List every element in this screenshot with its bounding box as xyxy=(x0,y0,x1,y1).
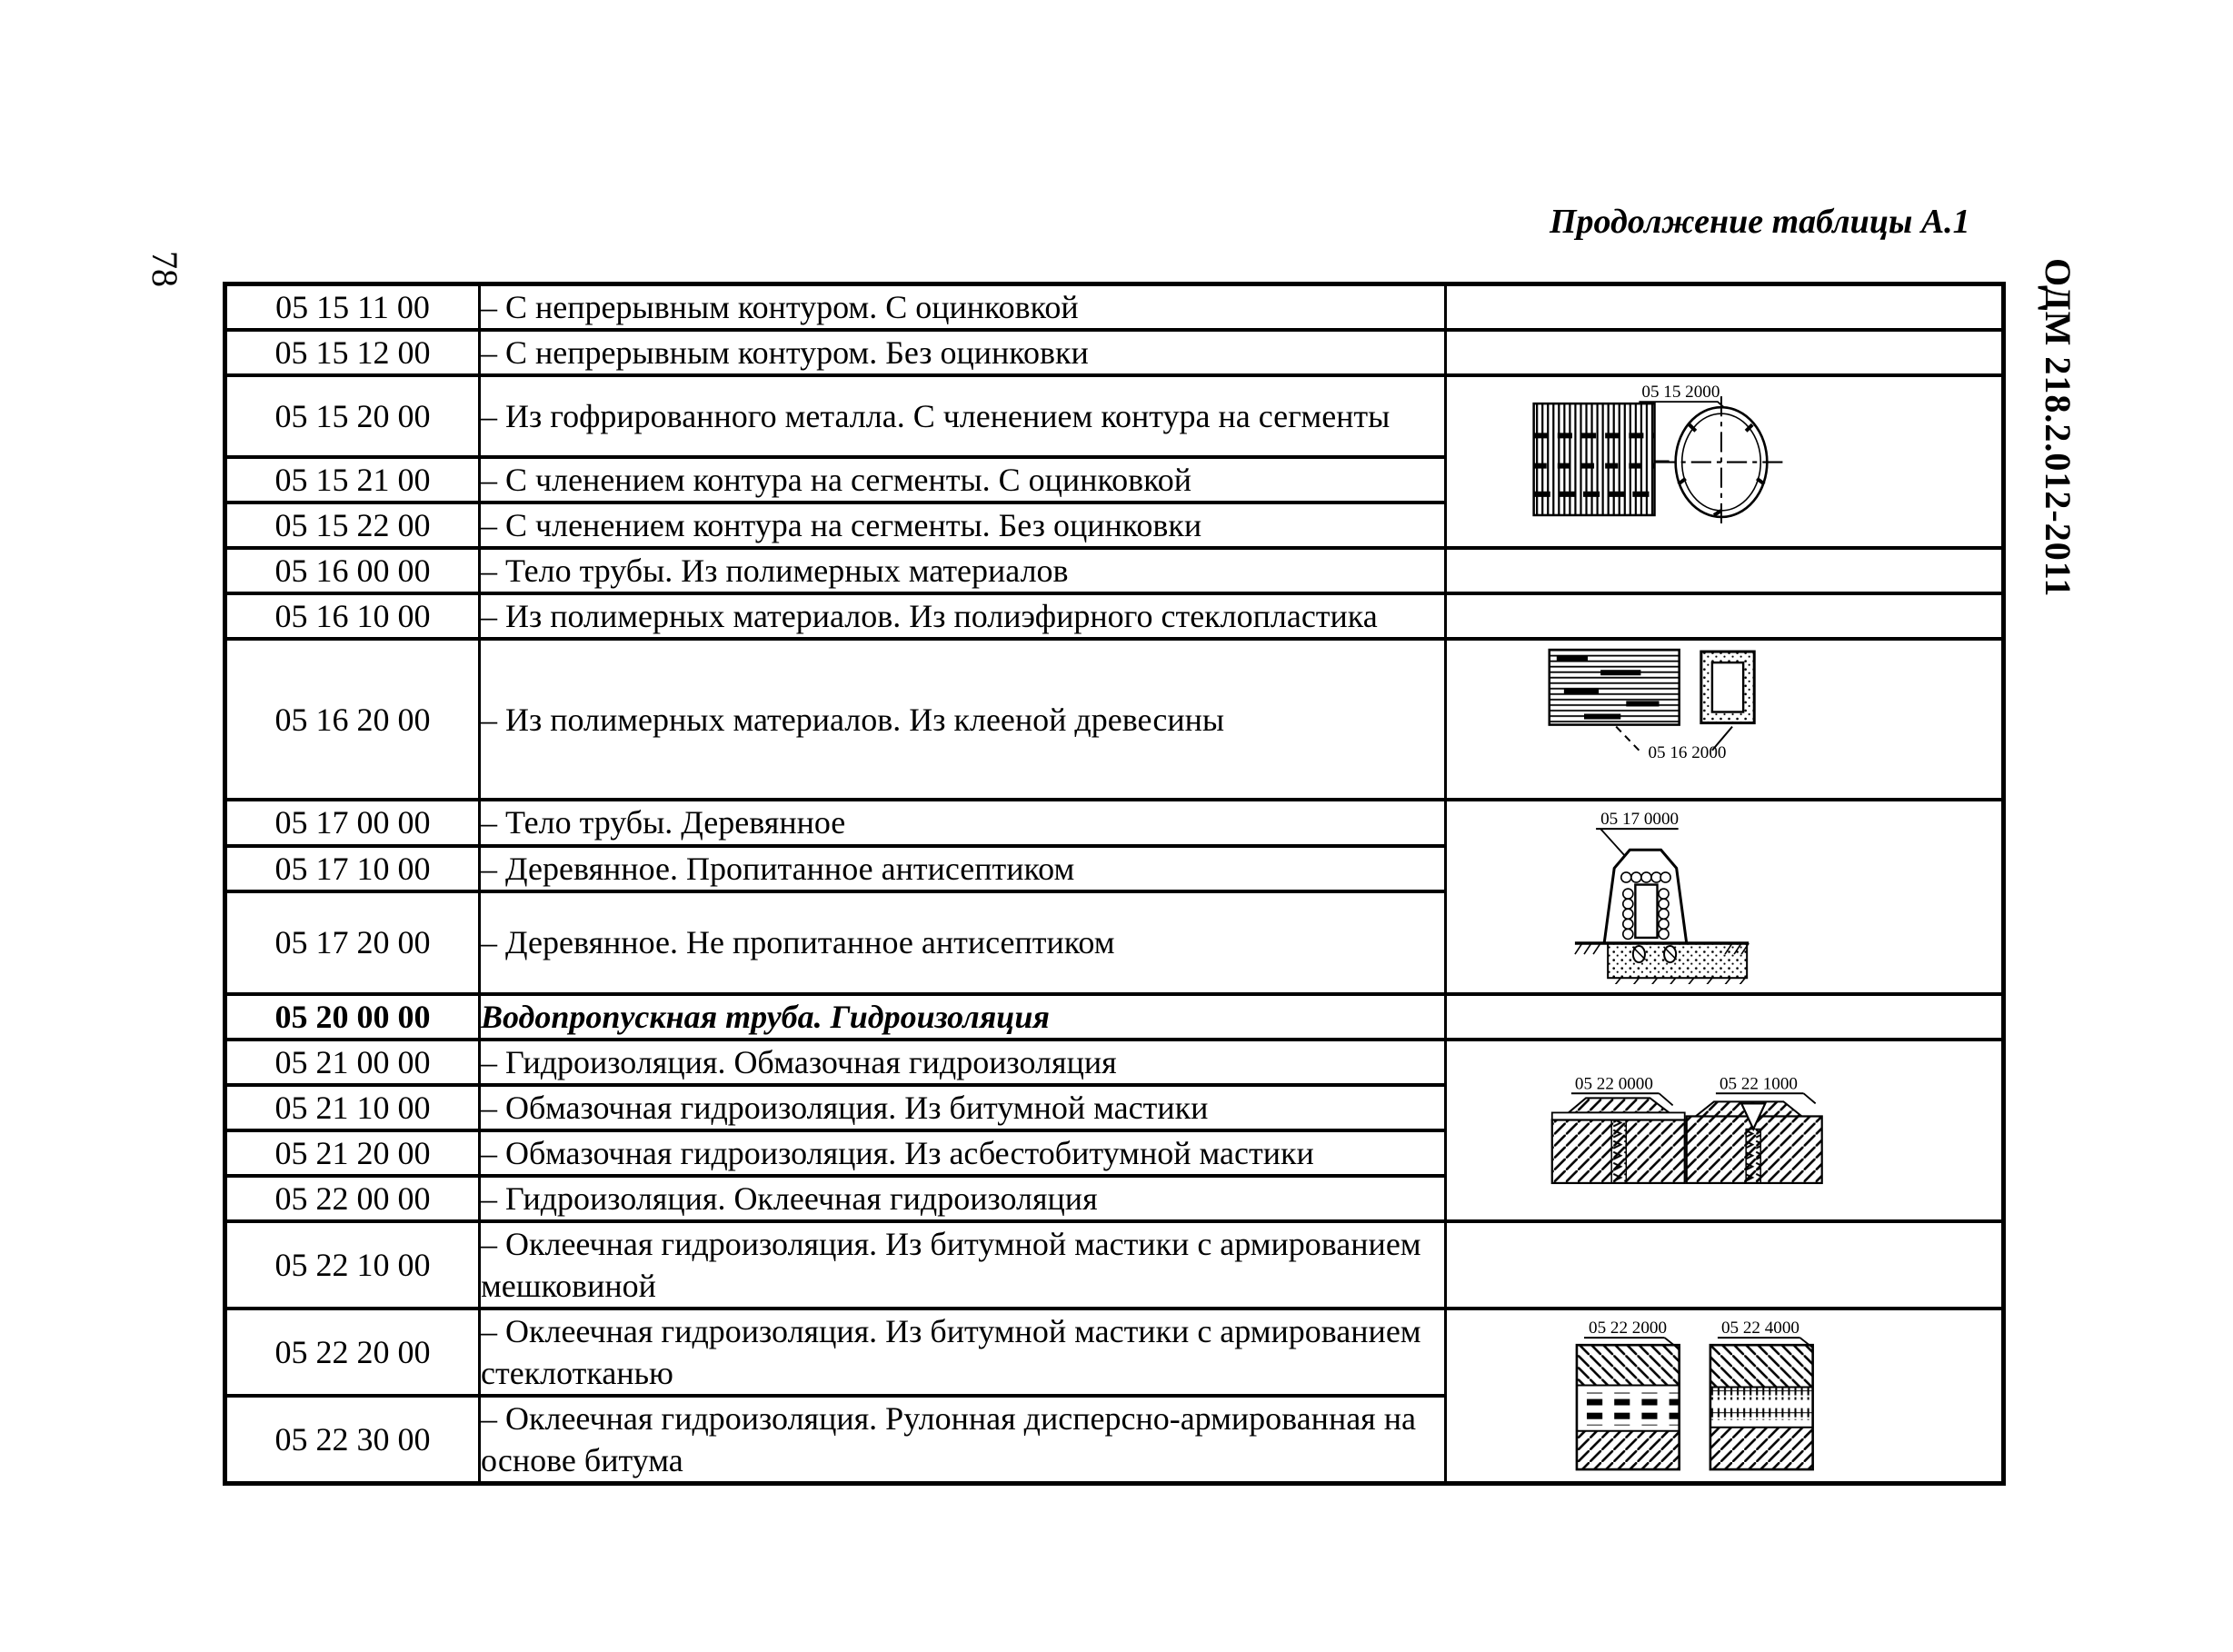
code-cell: 05 15 20 00 xyxy=(225,375,480,457)
figure-label: 05 22 4000 xyxy=(1720,1319,1799,1339)
code-cell: 05 15 12 00 xyxy=(225,330,480,375)
description-cell: – Оклеечная гидроизоляция. Из битумной мастики с армированием стеклотканью xyxy=(480,1309,1446,1396)
description-cell: – Обмазочная гидроизоляция. Из битумной мастики xyxy=(480,1085,1446,1130)
description-cell: – Гидроизоляция. Обмазочная гидроизоляция xyxy=(480,1040,1446,1085)
figure-label: 05 22 1000 xyxy=(1719,1074,1798,1094)
code-cell: 05 16 00 00 xyxy=(225,548,480,593)
description-cell: – Гидроизоляция. Оклеечная гидроизоляция xyxy=(480,1176,1446,1221)
table-row xyxy=(225,548,2004,593)
page-number: 78 xyxy=(145,251,185,287)
code-cell: 05 22 30 00 xyxy=(225,1396,480,1484)
code-cell: 05 20 00 00 xyxy=(225,994,480,1040)
figure-label: 05 22 0000 xyxy=(1574,1074,1653,1094)
description-cell: – Тело трубы. Деревянное xyxy=(480,800,1446,845)
description-cell: – Деревянное. Не пропитанное антисептиком xyxy=(480,891,1446,994)
table-row xyxy=(225,375,2004,457)
figure-cell xyxy=(1446,639,2004,800)
figure-cell xyxy=(1446,800,2004,993)
description-cell: – Из гофрированного металла. С членением контура на сегменты xyxy=(480,375,1446,457)
table-continuation-caption: Продолжение таблицы А.1 xyxy=(1550,203,1970,241)
description-cell: – Оклеечная гидроизоляция. Из битумной мастики с армированием мешковиной xyxy=(480,1221,1446,1309)
empty-figure-cell xyxy=(1446,284,2004,331)
table-row xyxy=(225,1309,2004,1396)
code-cell: 05 15 11 00 xyxy=(225,284,480,331)
code-cell: 05 17 10 00 xyxy=(225,846,480,891)
description-cell: – Тело трубы. Из полимерных материалов xyxy=(480,548,1446,593)
description-cell: – С членением контура на сегменты. Без оцинковки xyxy=(480,503,1446,548)
description-cell: – С непрерывным контуром. С оцинковкой xyxy=(480,284,1446,331)
description-cell: – Оклеечная гидроизоляция. Рулонная дисперсно-армированная на основе битума xyxy=(480,1396,1446,1484)
code-cell: 05 22 10 00 xyxy=(225,1221,480,1309)
code-cell: 05 21 00 00 xyxy=(225,1040,480,1085)
glued-wood-figure xyxy=(1447,642,2001,797)
code-cell: 05 21 10 00 xyxy=(225,1085,480,1130)
code-cell: 05 16 20 00 xyxy=(225,639,480,800)
description-cell: – Деревянное. Пропитанное антисептиком xyxy=(480,846,1446,891)
description-cell: – С непрерывным контуром. Без оцинковки xyxy=(480,330,1446,375)
description-cell: – Обмазочная гидроизоляция. Из асбестобитумной мастики xyxy=(480,1130,1446,1176)
classification-table xyxy=(223,282,2006,1486)
table-row xyxy=(225,994,2004,1040)
coating-waterproofing-figure xyxy=(1447,1051,2001,1209)
figure-label: 05 15 2000 xyxy=(1641,383,1720,403)
table-row xyxy=(225,639,2004,800)
description-cell: – С членением контура на сегменты. С оцинковкой xyxy=(480,457,1446,503)
wood-culvert-figure xyxy=(1447,810,2001,983)
code-cell: 05 17 00 00 xyxy=(225,800,480,845)
document-code-side-label: ОДМ 218.2.012-2011 xyxy=(2038,258,2078,598)
description-cell: Водопропускная труба. Гидроизоляция xyxy=(480,994,1446,1040)
figure-label: 05 22 2000 xyxy=(1589,1319,1668,1339)
corrugated-pipe-figure xyxy=(1447,383,2001,540)
figure-cell xyxy=(1446,1040,2004,1221)
pasting-waterproofing-figure xyxy=(1447,1319,2001,1472)
code-cell: 05 22 20 00 xyxy=(225,1309,480,1396)
code-cell: 05 22 00 00 xyxy=(225,1176,480,1221)
code-cell: 05 21 20 00 xyxy=(225,1130,480,1176)
empty-figure-cell xyxy=(1446,330,2004,375)
table-row xyxy=(225,330,2004,375)
code-cell: 05 15 22 00 xyxy=(225,503,480,548)
empty-figure-cell xyxy=(1446,593,2004,639)
table-row xyxy=(225,593,2004,639)
code-cell: 05 16 10 00 xyxy=(225,593,480,639)
empty-figure-cell xyxy=(1446,994,2004,1040)
table-row xyxy=(225,800,2004,845)
table-row xyxy=(225,1221,2004,1309)
empty-figure-cell xyxy=(1446,548,2004,593)
description-cell: – Из полимерных материалов. Из полиэфирного стеклопластика xyxy=(480,593,1446,639)
description-cell: – Из полимерных материалов. Из клееной древесины xyxy=(480,639,1446,800)
figure-cell xyxy=(1446,375,2004,548)
code-cell: 05 15 21 00 xyxy=(225,457,480,503)
figure-cell xyxy=(1446,1309,2004,1484)
table-row xyxy=(225,284,2004,331)
figure-label: 05 16 2000 xyxy=(1648,742,1727,762)
figure-label: 05 17 0000 xyxy=(1600,810,1680,830)
code-cell: 05 17 20 00 xyxy=(225,891,480,994)
table-row xyxy=(225,1040,2004,1085)
empty-figure-cell xyxy=(1446,1221,2004,1309)
